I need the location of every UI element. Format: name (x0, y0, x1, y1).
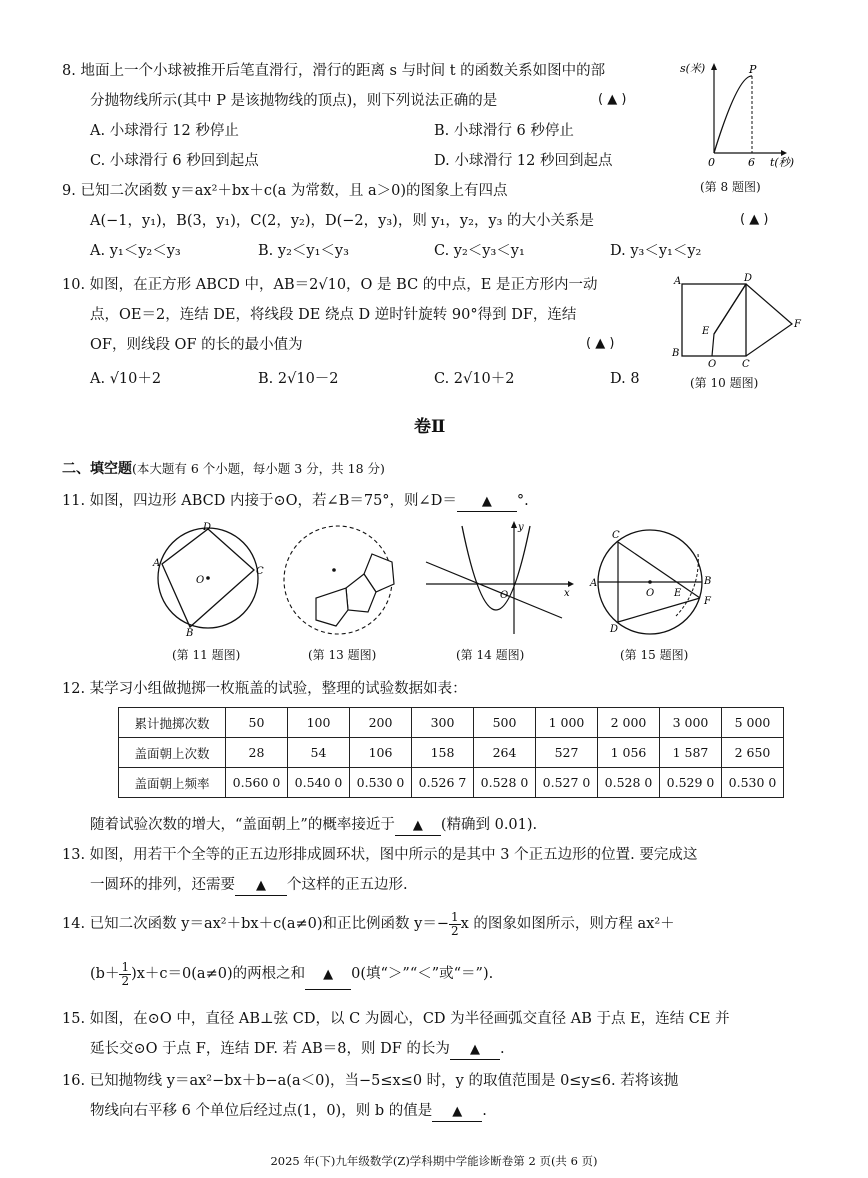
q12-intro: 12. 某学习小组做抛掷一枚瓶盖的试验，整理的试验数据如表： (62, 681, 467, 697)
q9-line2: A(−1，y₁)，B(3，y₁)，C(2，y₂)，D(−2，y₃)，则 y₁，y₂，y₃ 的大小关系是 (90, 213, 595, 229)
q10-answer-mark: ( ▲ ) (586, 336, 615, 351)
table-cell: 0.528 0 (598, 768, 660, 798)
q13-text: 一圆环的排列，还需要 (90, 877, 235, 893)
table-cell: 500 (474, 708, 536, 738)
table-cell: 106 (350, 738, 412, 768)
q13-line1: 13. 如图，用若干个全等的正五边形排成圆环状，图中所示的是其中 3 个正五边形的位置. 要完成这 (62, 847, 698, 863)
q8-fig-ylabel: s(米) (680, 62, 706, 75)
table-row (119, 708, 784, 738)
q11-label-a: A (153, 558, 161, 569)
q8-line1: 8. 地面上一个小球被推开后笔直滑行，滑行的距离 s 与时间 t 的函数关系如图中的部 (62, 63, 606, 79)
table-cell: 264 (474, 738, 536, 768)
q9-option-d: D. y₃＜y₁＜y₂ (610, 243, 702, 259)
q14-line2 (90, 960, 493, 990)
table-row (119, 738, 784, 768)
q14-text-c: (b＋ (90, 966, 120, 982)
q8-option-b: B. 小球滑行 6 秒停止 (434, 123, 574, 139)
q8-fig-origin: 0 (708, 156, 715, 169)
table-cell: 527 (536, 738, 598, 768)
q8-fig-tick: 6 (748, 156, 755, 169)
table-cell: 1 056 (598, 738, 660, 768)
table-cell: 0.528 0 (474, 768, 536, 798)
table-cell: 0.527 0 (536, 768, 598, 798)
page-footer: 2025 年(下)九年级数学(Z)学科期中学能诊断卷第 2 页(共 6 页) (270, 1154, 598, 1168)
q14-fraction-2: $\frac{1}{2}$ (121, 959, 130, 988)
q15-label-o: O (646, 588, 655, 599)
q15-text-after: . (499, 1041, 505, 1057)
q14-text-b: x 的图象如图所示，则方程 ax²＋ (460, 916, 675, 932)
table-cell: 盖面朝上频率 (119, 768, 226, 798)
q8-fig-point: P (749, 63, 757, 76)
q10-label-d: D (744, 273, 753, 284)
q10-label-b: B (672, 348, 680, 359)
q13-figure-caption: (第 13 题图) (308, 648, 377, 662)
q12-blank: ▲ (395, 817, 441, 836)
q8-line2: 分抛物线所示(其中 P 是该抛物线的顶点)，则下列说法正确的是 (90, 93, 498, 109)
table-cell: 0.540 0 (288, 768, 350, 798)
q13-blank: ▲ (235, 877, 287, 896)
q8-figure-caption: (第 8 题图) (700, 180, 761, 194)
section2-note: (本大题有 6 个小题，每小题 3 分，共 18 分) (132, 461, 385, 476)
table-cell: 5 000 (722, 708, 784, 738)
q8-option-a: A. 小球滑行 12 秒停止 (90, 123, 239, 139)
q11-blank: ▲ (457, 493, 517, 512)
q14-blank: ▲ (305, 961, 351, 990)
q10-option-c: C. 2√10＋2 (434, 371, 515, 387)
table-cell: 0.526 7 (412, 768, 474, 798)
q15-line1: 15. 如图，在⊙O 中，直径 AB⊥弦 CD，以 C 为圆心，CD 为半径画弧交直径 AB 于点 E，连结 CE 并 (62, 1011, 730, 1027)
q9-option-a: A. y₁＜y₂＜y₃ (90, 243, 181, 259)
q14-figure-caption: (第 14 题图) (456, 648, 525, 662)
q8-figure (676, 58, 806, 168)
table-cell: 2 000 (598, 708, 660, 738)
q10-option-b: B. 2√10－2 (258, 371, 339, 387)
q15-line2 (90, 1040, 505, 1060)
table-cell: 28 (226, 738, 288, 768)
q10-label-o: O (708, 359, 717, 370)
q16-blank: ▲ (432, 1103, 482, 1122)
table-cell: 0.529 0 (660, 768, 722, 798)
q10-line3: OF，则线段 OF 的长的最小值为 (90, 337, 303, 353)
q12-data-table (118, 707, 784, 798)
q11-figure (150, 520, 270, 640)
q11-label-o: O (196, 575, 205, 586)
q12-text: 随着试验次数的增大，“盖面朝上”的概率接近于 (90, 817, 395, 833)
q16-line2 (90, 1102, 487, 1122)
q14-fraction: $\frac{1}{2}$ (450, 909, 459, 938)
table-cell: 累计抛掷次数 (119, 708, 226, 738)
q11-label-c: C (256, 566, 264, 577)
q13-figure (280, 518, 410, 642)
table-cell: 1 000 (536, 708, 598, 738)
q8-fig-xlabel: t(秒) (770, 156, 795, 169)
table-cell: 50 (226, 708, 288, 738)
table-cell: 2 650 (722, 738, 784, 768)
q10-label-f: F (794, 319, 801, 330)
q11-label-b: B (186, 628, 194, 639)
q12-conclusion (90, 816, 537, 836)
q9-option-b: B. y₂＜y₁＜y₃ (258, 243, 349, 259)
part2-title: 卷Ⅱ (414, 417, 446, 437)
q10-option-a: A. √10＋2 (90, 371, 162, 387)
q11-figure-caption: (第 11 题图) (172, 648, 241, 662)
q15-label-f: F (704, 596, 711, 607)
q10-label-c: C (742, 359, 750, 370)
q14-figure (422, 518, 582, 638)
q12-text-after: (精确到 0.01). (440, 817, 538, 833)
q10-figure-caption: (第 10 题图) (690, 376, 759, 390)
q13-line2 (90, 876, 408, 896)
table-cell: 0.530 0 (722, 768, 784, 798)
q16-text: 物线向右平移 6 个单位后经过点(1，0)，则 b 的值是 (90, 1103, 433, 1119)
table-cell: 0.530 0 (350, 768, 412, 798)
q9-option-c: C. y₂＜y₃＜y₁ (434, 243, 525, 259)
q10-line1: 10. 如图，在正方形 ABCD 中，AB＝2√10，O 是 BC 的中点，E 是正方形内一动 (62, 277, 598, 293)
q14-label-o: O (500, 590, 509, 601)
q15-text: 延长交⊙O 于点 F，连结 DF. 若 AB＝8，则 DF 的长为 (90, 1041, 450, 1057)
q8-answer-mark: ( ▲ ) (598, 92, 627, 107)
q11-text: 11. 如图，四边形 ABCD 内接于⊙O，若∠B＝75°，则∠D＝ (62, 493, 457, 509)
table-cell: 158 (412, 738, 474, 768)
q15-label-d: D (610, 624, 619, 635)
q11-text-after: °. (516, 493, 529, 509)
q10-option-d: D. 8 (610, 371, 640, 387)
q10-line2: 点，OE＝2，连结 DE，将线段 DE 绕点 D 逆时针旋转 90°得到 DF，连结 (90, 307, 577, 323)
q16-line1: 16. 已知抛物线 y＝ax²−bx＋b−a(a＜0)，当−5≤x≤0 时，y 的取值范围是 0≤y≤6. 若将该抛 (62, 1073, 679, 1089)
q10-figure (670, 272, 810, 372)
q14-label-x: x (564, 588, 570, 599)
q15-label-a: A (590, 578, 598, 589)
table-cell: 100 (288, 708, 350, 738)
section2-header (62, 458, 385, 478)
table-cell: 1 587 (660, 738, 722, 768)
q14-text-a: 14. 已知二次函数 y＝ax²＋bx＋c(a≠0)和正比例函数 y＝− (62, 916, 449, 932)
q14-label-y: y (518, 522, 524, 533)
table-row (119, 768, 784, 798)
table-cell: 300 (412, 708, 474, 738)
table-cell: 200 (350, 708, 412, 738)
q11 (62, 492, 529, 512)
q10-label-a: A (674, 276, 682, 287)
q13-text-after: 个这样的正五边形. (287, 877, 408, 893)
q8-option-d: D. 小球滑行 12 秒回到起点 (434, 153, 613, 169)
q15-figure-caption: (第 15 题图) (620, 648, 689, 662)
q14-text-d: )x＋c＝0(a≠0)的两根之和 (131, 966, 306, 982)
q15-figure (590, 520, 730, 640)
table-cell: 盖面朝上次数 (119, 738, 226, 768)
table-cell: 3 000 (660, 708, 722, 738)
section2-title: 二、填空题 (62, 461, 132, 477)
q15-blank: ▲ (450, 1041, 500, 1060)
table-cell: 0.560 0 (226, 768, 288, 798)
table-cell: 54 (288, 738, 350, 768)
q9-answer-mark: ( ▲ ) (740, 212, 769, 227)
q15-label-e: E (674, 588, 682, 599)
q15-label-c: C (612, 530, 620, 541)
q16-text-after: . (482, 1103, 487, 1119)
q11-label-d: D (203, 522, 212, 533)
q15-label-b: B (704, 576, 712, 587)
q10-label-e: E (702, 326, 710, 337)
q9-line1: 9. 已知二次函数 y＝ax²＋bx＋c(a 为常数，且 a＞0)的图象上有四点 (62, 183, 508, 199)
q8-option-c: C. 小球滑行 6 秒回到起点 (90, 153, 259, 169)
q14-text-e: 0(填“＞”“＜”或“＝”). (351, 966, 494, 982)
q14-line1 (62, 910, 675, 938)
